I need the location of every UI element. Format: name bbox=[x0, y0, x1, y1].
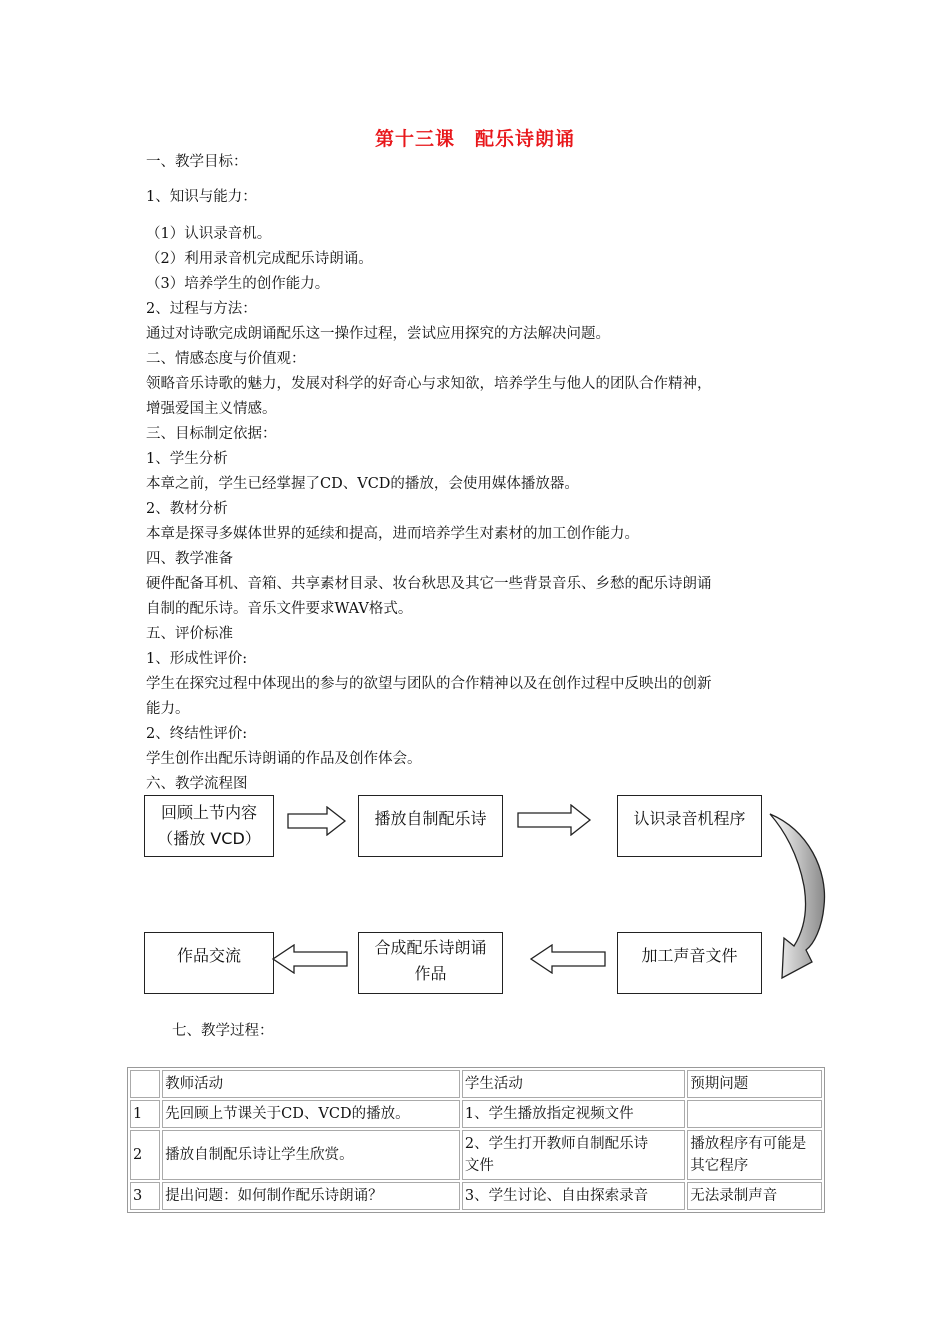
heading-attitude: 二、情感态度与价值观： bbox=[146, 351, 306, 367]
flow-box-compose-line2: 作品 bbox=[414, 964, 447, 983]
heading-teaching-process: 七、教学过程： bbox=[172, 1023, 274, 1039]
paragraph-text: 硬件配备耳机、音箱、共享素材目录、妆台秋思及其它一些背景音乐、乡愁的配乐诗朗诵 bbox=[146, 576, 712, 592]
arrow-left-icon bbox=[530, 944, 606, 974]
table-cell: 先回顾上节课关于CD、VCD的播放。 bbox=[162, 1100, 460, 1128]
subheading-student-analysis: 1、学生分析 bbox=[146, 451, 228, 467]
flow-box-review-line2: （播放 VCD） bbox=[157, 829, 261, 848]
table-cell: 播放程序有可能是 其它程序 bbox=[687, 1130, 822, 1180]
table-cell: 3 bbox=[130, 1182, 160, 1210]
flow-box-review-line1: 回顾上节内容 bbox=[160, 803, 257, 822]
flow-box-process-audio bbox=[617, 932, 762, 994]
subheading-material-analysis: 2、教材分析 bbox=[146, 501, 228, 517]
page-title: 第十三课 配乐诗朗诵 bbox=[374, 128, 575, 150]
heading-preparation: 四、教学准备 bbox=[146, 551, 233, 567]
curved-arrow-down-icon bbox=[768, 810, 832, 986]
arrow-right-icon bbox=[517, 804, 592, 836]
subheading-knowledge: 1、知识与能力： bbox=[146, 189, 257, 205]
paragraph-text: 本章之前，学生已经掌握了CD、VCD的播放，会使用媒体播放器。 bbox=[146, 476, 579, 492]
arrow-left-icon bbox=[272, 944, 348, 974]
table-cell: 提出问题：如何制作配乐诗朗诵？ bbox=[162, 1182, 460, 1210]
heading-flowchart: 六、教学流程图 bbox=[146, 776, 248, 792]
paragraph-text: 本章是探寻多媒体世界的延续和提高，进而培养学生对素材的加工创作能力。 bbox=[146, 526, 639, 542]
table-cell: 3、学生讨论、自由探索录音 bbox=[462, 1182, 685, 1210]
flow-box-play-poem-label: 播放自制配乐诗 bbox=[374, 809, 487, 828]
flow-box-review bbox=[144, 795, 274, 857]
table-row bbox=[130, 1100, 822, 1128]
table-header-cell: 教师活动 bbox=[162, 1070, 460, 1098]
table-header-cell: 学生活动 bbox=[462, 1070, 685, 1098]
paragraph-text: 学生在探究过程中体现出的参与的欲望与团队的合作精神以及在创作过程中反映出的创新 bbox=[146, 676, 712, 692]
paragraph-text: 自制的配乐诗。音乐文件要求WAV格式。 bbox=[146, 601, 413, 617]
subheading-formative: 1、形成性评价: bbox=[146, 651, 248, 667]
table-header-cell bbox=[130, 1070, 160, 1098]
table-header-row bbox=[130, 1070, 822, 1098]
flow-box-process-audio-label: 加工声音文件 bbox=[641, 946, 738, 965]
table-cell: 2 bbox=[130, 1130, 160, 1180]
flow-box-exchange-label: 作品交流 bbox=[176, 946, 241, 965]
heading-objectives: 一、教学目标： bbox=[146, 154, 248, 170]
table-cell: 播放自制配乐诗让学生欣赏。 bbox=[162, 1130, 460, 1180]
paragraph-text: 能力。 bbox=[146, 701, 190, 717]
table-row bbox=[130, 1182, 822, 1210]
paragraph-text: 学生创作出配乐诗朗诵的作品及创作体会。 bbox=[146, 751, 422, 767]
table-row bbox=[130, 1130, 822, 1180]
table-header-cell: 预期问题 bbox=[687, 1070, 822, 1098]
table-cell: 1 bbox=[130, 1100, 160, 1128]
objective-item: （1）认识录音机。 bbox=[146, 226, 272, 242]
table-cell bbox=[687, 1100, 822, 1128]
flow-box-compose-line1: 合成配乐诗朗诵 bbox=[374, 938, 487, 957]
paragraph-text: 领略音乐诗歌的魅力，发展对科学的好奇心与求知欲，培养学生与他人的团队合作精神， bbox=[146, 376, 712, 392]
heading-basis: 三、目标制定依据： bbox=[146, 426, 277, 442]
subheading-summative: 2、终结性评价: bbox=[146, 726, 248, 742]
flow-box-compose bbox=[358, 932, 503, 994]
subheading-process: 2、过程与方法： bbox=[146, 301, 257, 317]
objective-item: （3）培养学生的创作能力。 bbox=[146, 276, 330, 292]
paragraph-text: 通过对诗歌完成朗诵配乐这一操作过程，尝试应用探究的方法解决问题。 bbox=[146, 326, 610, 342]
flow-box-exchange bbox=[144, 932, 274, 994]
flow-box-play-poem bbox=[358, 795, 503, 857]
teaching-process-table bbox=[127, 1067, 825, 1213]
flow-box-recorder bbox=[617, 795, 762, 857]
flow-box-recorder-label: 认识录音机程序 bbox=[633, 809, 746, 828]
table-cell: 1、学生播放指定视频文件 bbox=[462, 1100, 685, 1128]
heading-evaluation: 五、评价标准 bbox=[146, 626, 233, 642]
table-cell: 2、学生打开教师自制配乐诗 文件 bbox=[462, 1130, 685, 1180]
arrow-right-icon bbox=[287, 806, 347, 836]
paragraph-text: 增强爱国主义情感。 bbox=[146, 401, 277, 417]
table-cell: 无法录制声音 bbox=[687, 1182, 822, 1210]
objective-item: （2）利用录音机完成配乐诗朗诵。 bbox=[146, 251, 373, 267]
